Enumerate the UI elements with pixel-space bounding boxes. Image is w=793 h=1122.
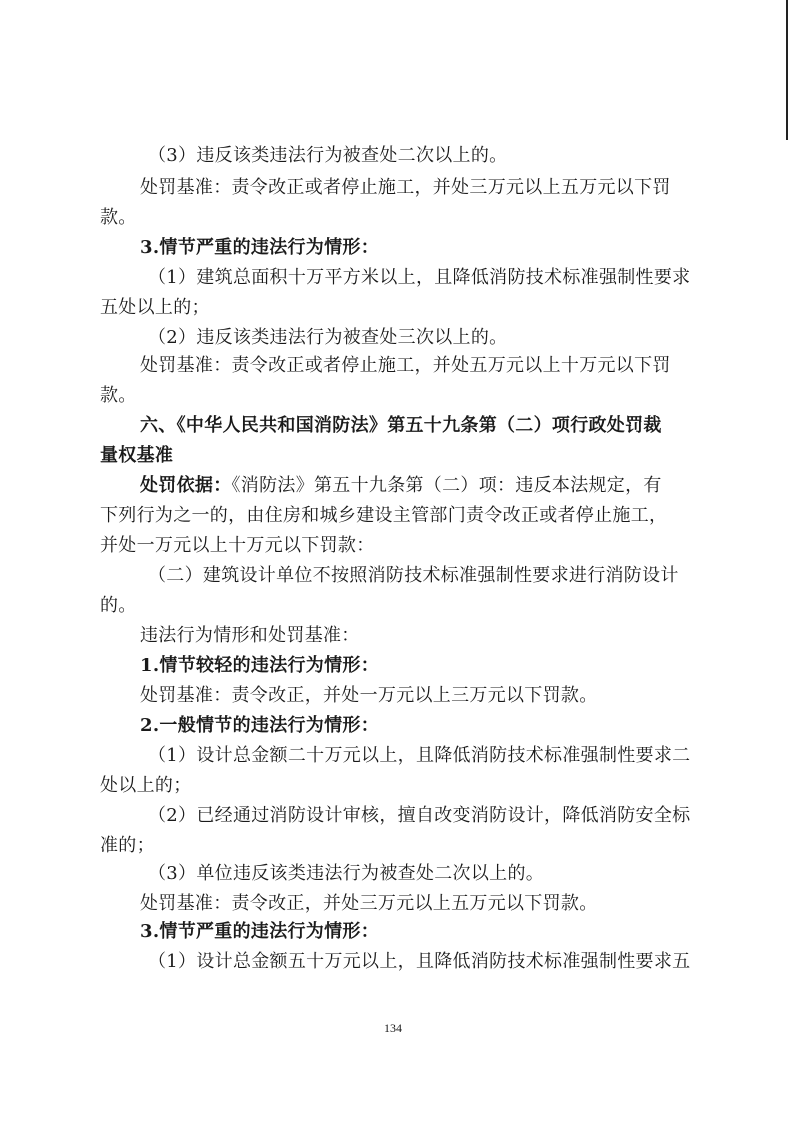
basis-text: 《消防法》第五十九条第（二）项：违反本法规定，有 <box>231 475 662 496</box>
article-heading: 六、《中华人民共和国消防法》第五十九条第（二）项行政处罚裁 <box>140 415 662 436</box>
text-line: 五处以上的； <box>100 297 210 318</box>
text-line: （1）设计总金额二十万元以上，且降低消防技术标准强制性要求二 <box>148 745 691 766</box>
section-heading: 2.一般情节的违法行为情形： <box>140 715 379 736</box>
text-line: 下列行为之一的，由住房和城乡建设主管部门责令改正或者停止施工， <box>100 505 668 526</box>
article-heading: 量权基准 <box>100 445 174 466</box>
text-line: （3）违反该类违法行为被查处二次以上的。 <box>148 145 508 166</box>
section-heading: 3.情节严重的违法行为情形： <box>140 921 379 942</box>
text-line: 并处一万元以上十万元以下罚款： <box>100 535 375 556</box>
text-line: （1）建筑总面积十万平方米以上，且降低消防技术标准强制性要求 <box>148 267 691 288</box>
text-line: 的。 <box>100 595 137 616</box>
basis-label: 处罚依据： <box>140 475 232 496</box>
text-line: 处罚基准：责令改正，并处三万元以上五万元以下罚款。 <box>140 893 598 914</box>
text-line: 处罚基准：责令改正或者停止施工，并处五万元以上十万元以下罚 <box>140 355 671 376</box>
text-line: 款。 <box>100 385 137 406</box>
page-number: 134 <box>384 1021 402 1035</box>
text-line: 处以上的； <box>100 775 192 796</box>
text-line: 款。 <box>100 207 137 228</box>
text-line: 处罚基准：责令改正，并处一万元以上三万元以下罚款。 <box>140 685 598 706</box>
text-line: （1）设计总金额五十万元以上，且降低消防技术标准强制性要求五 <box>148 951 691 972</box>
basis-line <box>140 474 662 498</box>
text-line: 处罚基准：责令改正或者停止施工，并处三万元以上五万元以下罚 <box>140 177 671 198</box>
text-line: 准的； <box>100 835 155 856</box>
text-line: （二）建筑设计单位不按照消防技术标准强制性要求进行消防设计 <box>148 565 679 586</box>
section-heading: 1.情节较轻的违法行为情形： <box>140 655 379 676</box>
text-line: （3）单位违反该类违法行为被查处二次以上的。 <box>148 863 545 884</box>
section-heading: 3.情节严重的违法行为情形： <box>140 237 379 258</box>
text-line: （2）违反该类违法行为被查处三次以上的。 <box>148 327 508 348</box>
text-line: （2）已经通过消防设计审核，擅自改变消防设计，降低消防安全标 <box>148 805 691 826</box>
text-line: 违法行为情形和处罚基准： <box>140 625 360 646</box>
